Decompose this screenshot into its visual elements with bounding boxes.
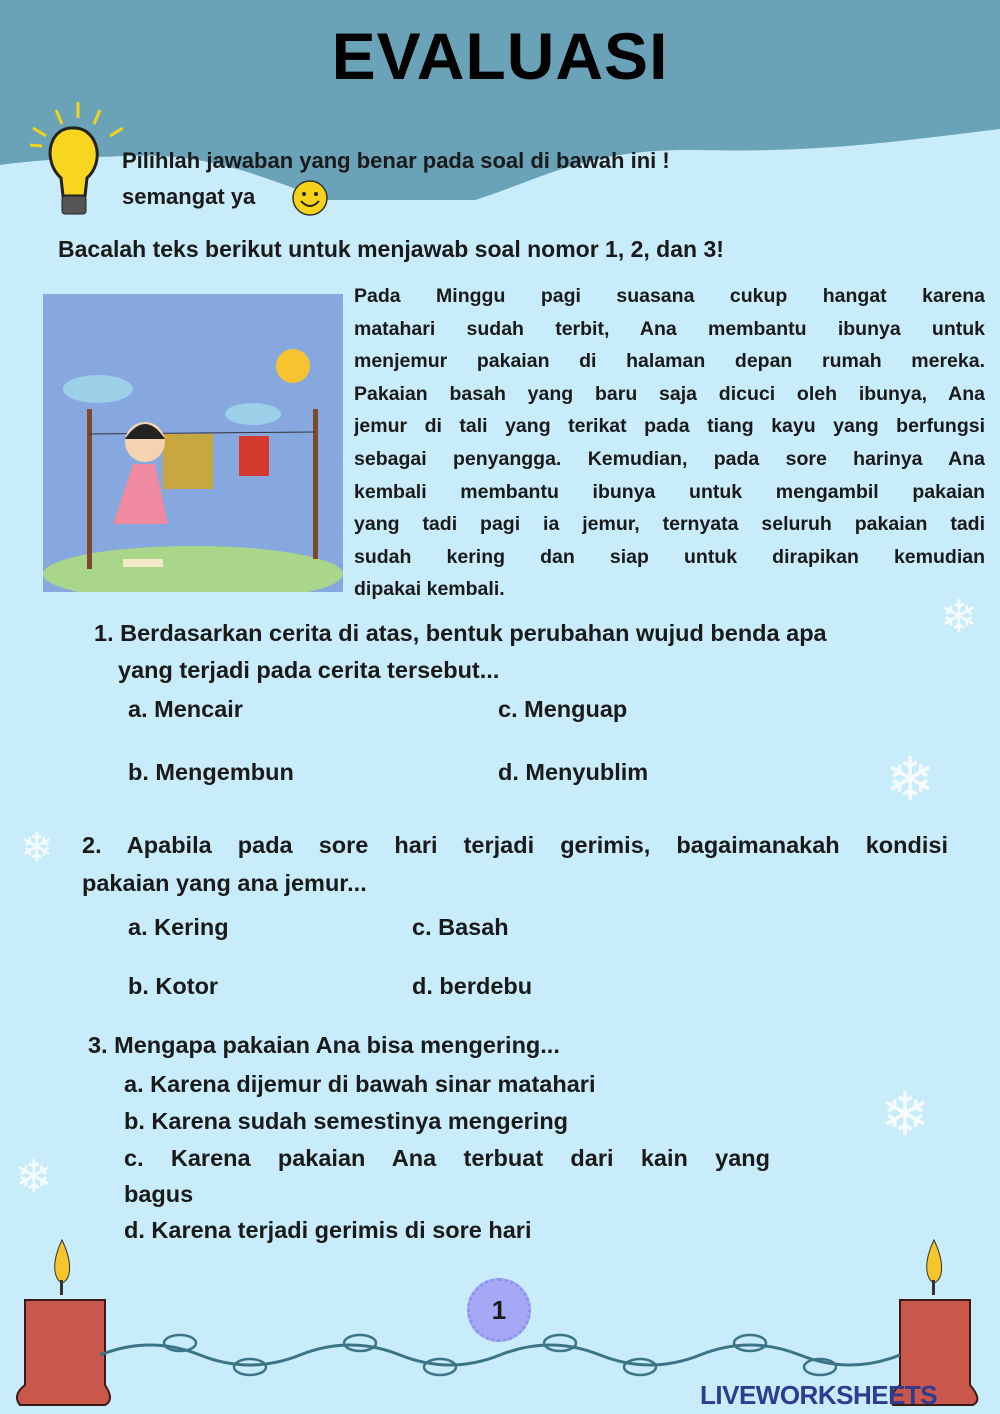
q2-option-a[interactable]: a. Kering [128, 914, 229, 940]
page-number-badge: 1 [467, 1278, 531, 1342]
passage-line: jemur di tali yang terikat pada tiang kayu yang berfungsi [354, 415, 985, 438]
q1-option-b[interactable]: b. Mengembun [128, 759, 294, 785]
passage-line: kembali membantu ibunya untuk mengambil pakaian [354, 480, 985, 503]
question-2-text-cont: pakaian yang ana jemur... [82, 870, 367, 896]
q1-option-c[interactable]: c. Menguap [498, 696, 628, 722]
q3-option-c-cont[interactable]: bagus [124, 1181, 194, 1207]
question-1-text-cont: yang terjadi pada cerita tersebut... [118, 657, 500, 683]
passage-line: yang tadi pagi ia jemur, ternyata seluruh pakaian tadi [354, 513, 985, 536]
q3-option-d[interactable]: d. Karena terjadi gerimis di sore hari [124, 1217, 532, 1243]
passage-line: Pakaian basah yang baru saja dicuci oleh ibunya, Ana [354, 382, 985, 405]
q1-option-a[interactable]: a. Mencair [128, 696, 243, 722]
question-2-text: 2. Apabila pada sore hari terjadi gerimis, bagaimanakah kondisi [82, 832, 948, 858]
passage-line: sudah kering dan siap untuk dirapikan kemudian [354, 545, 985, 568]
passage-line: matahari sudah terbit, Ana membantu ibunya untuk [354, 317, 985, 340]
q2-option-c[interactable]: c. Basah [412, 914, 509, 940]
liveworksheets-watermark: LIVEWORKSHEETS [700, 1380, 938, 1410]
q2-option-d[interactable]: d. berdebu [412, 973, 533, 999]
q1-option-d[interactable]: d. Menyublim [498, 759, 649, 785]
snowflake-icon: ❄ [20, 826, 54, 870]
snowflake-icon: ❄ [885, 746, 936, 813]
reading-prompt: Bacalah teks berikut untuk menjawab soal nomor 1, 2, dan 3! [58, 236, 724, 262]
lightbulb-icon [28, 100, 123, 218]
smiley-icon [291, 179, 329, 217]
snowflake-icon: ❄ [15, 1151, 53, 1202]
passage-line: menjemur pakaian di halaman depan rumah mereka. [354, 350, 985, 373]
illustration-girl-hanging-laundry [43, 294, 343, 592]
page-title: EVALUASI [331, 19, 669, 93]
snowflake-icon: ❄ [880, 1081, 931, 1148]
instruction-text: Pilihlah jawaban yang benar pada soal di bawah ini ! [122, 148, 670, 173]
reading-passage [354, 280, 985, 606]
q2-option-b[interactable]: b. Kotor [128, 973, 219, 999]
q3-option-b[interactable]: b. Karena sudah semestinya mengering [124, 1108, 569, 1134]
snowflake-icon: ❄ [940, 591, 978, 642]
passage-line: Pada Minggu pagi suasana cukup hangat karena [354, 285, 985, 307]
question-1-text: 1. Berdasarkan cerita di atas, bentuk perubahan wujud benda apa [94, 620, 827, 646]
encouragement-text: semangat ya [122, 184, 256, 209]
q3-option-a[interactable]: a. Karena dijemur di bawah sinar matahari [124, 1071, 596, 1097]
passage-line: dipakai kembali. [354, 578, 505, 601]
q3-option-c[interactable]: c. Karena pakaian Ana terbuat dari kain yang [124, 1145, 770, 1171]
question-3-text: 3. Mengapa pakaian Ana bisa mengering... [88, 1032, 560, 1058]
passage-line: sebagai penyangga. Kemudian, pada sore harinya Ana [354, 447, 985, 470]
